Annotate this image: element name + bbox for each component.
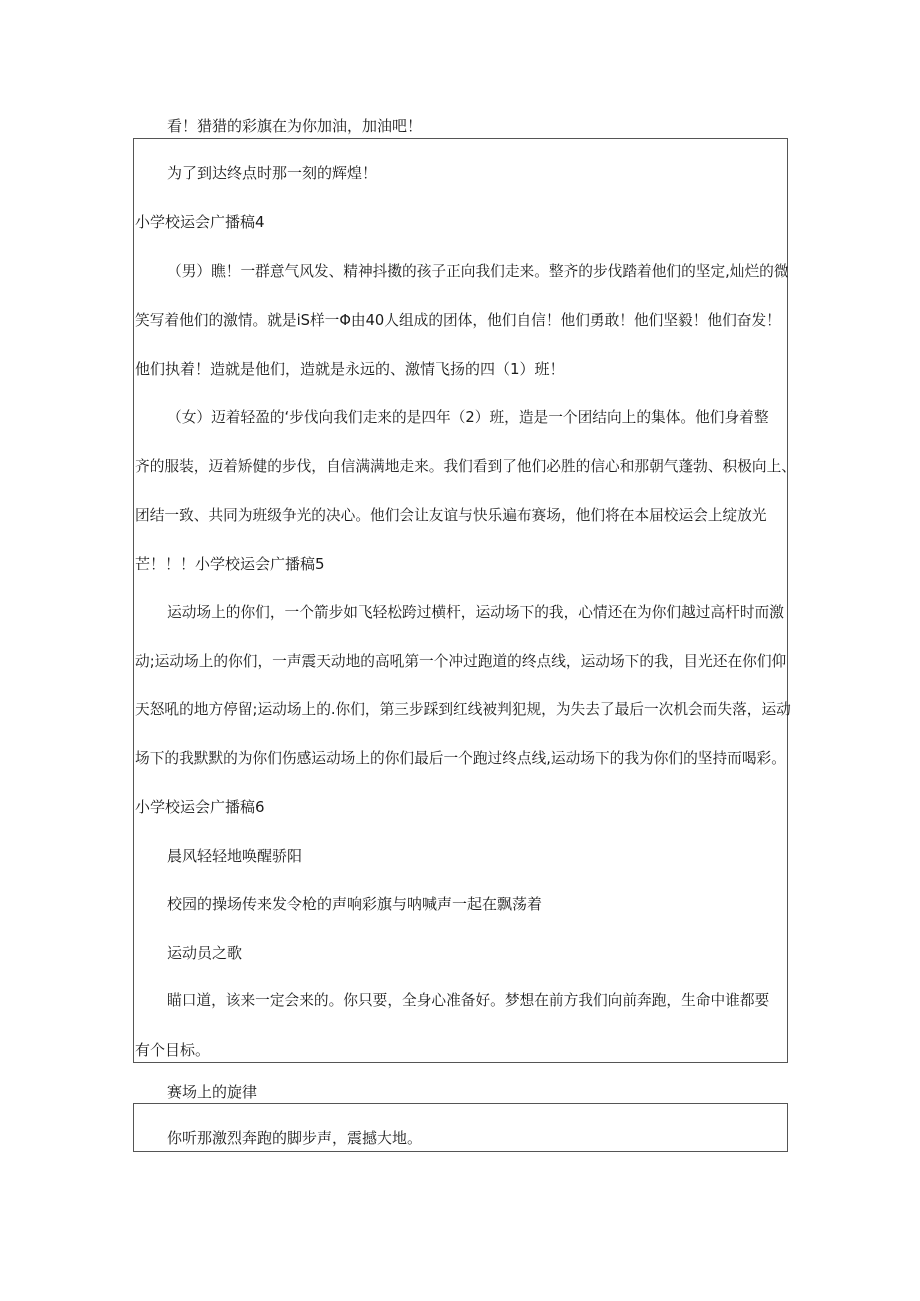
paragraph-line: 为了到达终点时那一刻的辉煌！ [167,164,378,182]
paragraph-line: （女）迈着轻盈的‘步伐向我们走来的是四年（2）班，造是一个团结向上的集体。他们身着整 [167,409,769,426]
paragraph-line: 笑写着他们的激情。就是iS样一Φ由40人组成的团体，他们自信！他们勇敢！他们坚毅！他们奋发！ [135,312,781,329]
paragraph-line: 看！猎猎的彩旗在为你加油，加油吧！ [167,117,423,135]
paragraph-line: 晨风轻轻地唤醒骄阳 [167,847,303,865]
paragraph-line: 团结一致、共同为班级争光的决心。他们会让友谊与快乐遍布赛场，他们将在本届校运会上绽放光 [135,507,767,524]
paragraph-line: 校园的操场传来发令枪的声响彩旗与呐喊声一起在飘荡着 [167,895,543,913]
paragraph-line: 赛场上的旋律 [167,1083,258,1101]
section-heading: 小学校运会广播稿6 [135,798,265,816]
paragraph-line: 天怒吼的地方停留;运动场上的.你们，第三步踩到红线被判犯规，为失去了最后一次机会而失落，运动 [135,701,791,718]
paragraph-line: 有个目标。 [135,1041,211,1059]
paragraph-line: 芒！！！小学校运会广播稿5 [135,555,325,573]
section-heading: 小学校运会广播稿4 [135,213,265,231]
paragraph-line: 运动员之歌 [167,944,243,962]
paragraph-line: （男）瞧！一群意气风发、精神抖擞的孩子正向我们走来。整齐的步伐踏着他们的坚定,灿烂的微 [167,263,789,280]
paragraph-line: 动;运动场上的你们，一声震天动地的高吼第一个冲过跑道的终点线，运动场下的我，目光还在你们仰 [135,653,787,670]
paragraph-line: 场下的我默默的为你们伤感运动场上的你们最后一个跑过终点线,运动场下的我为你们的坚持而喝彩。 [135,750,786,767]
paragraph-line: 他们执着！造就是他们，造就是永远的、激情飞扬的四（1）班！ [135,360,565,378]
paragraph-line: 你听那激烈奔跑的脚步声，震撼大地。 [167,1129,423,1147]
paragraph-line: 齐的服装，迈着矫健的步伐，自信满满地走来。我们看到了他们必胜的信心和那朝气蓬勃、积极向上、 [135,458,796,475]
paragraph-line: 运动场上的你们，一个箭步如飞轻松跨过横杆，运动场下的我，心情还在为你们越过高杆时而激 [167,604,784,621]
paragraph-line: 瞄口道，该来一定会来的。你只要，全身心准备好。梦想在前方我们向前奔跑，生命中谁都要 [167,992,770,1009]
